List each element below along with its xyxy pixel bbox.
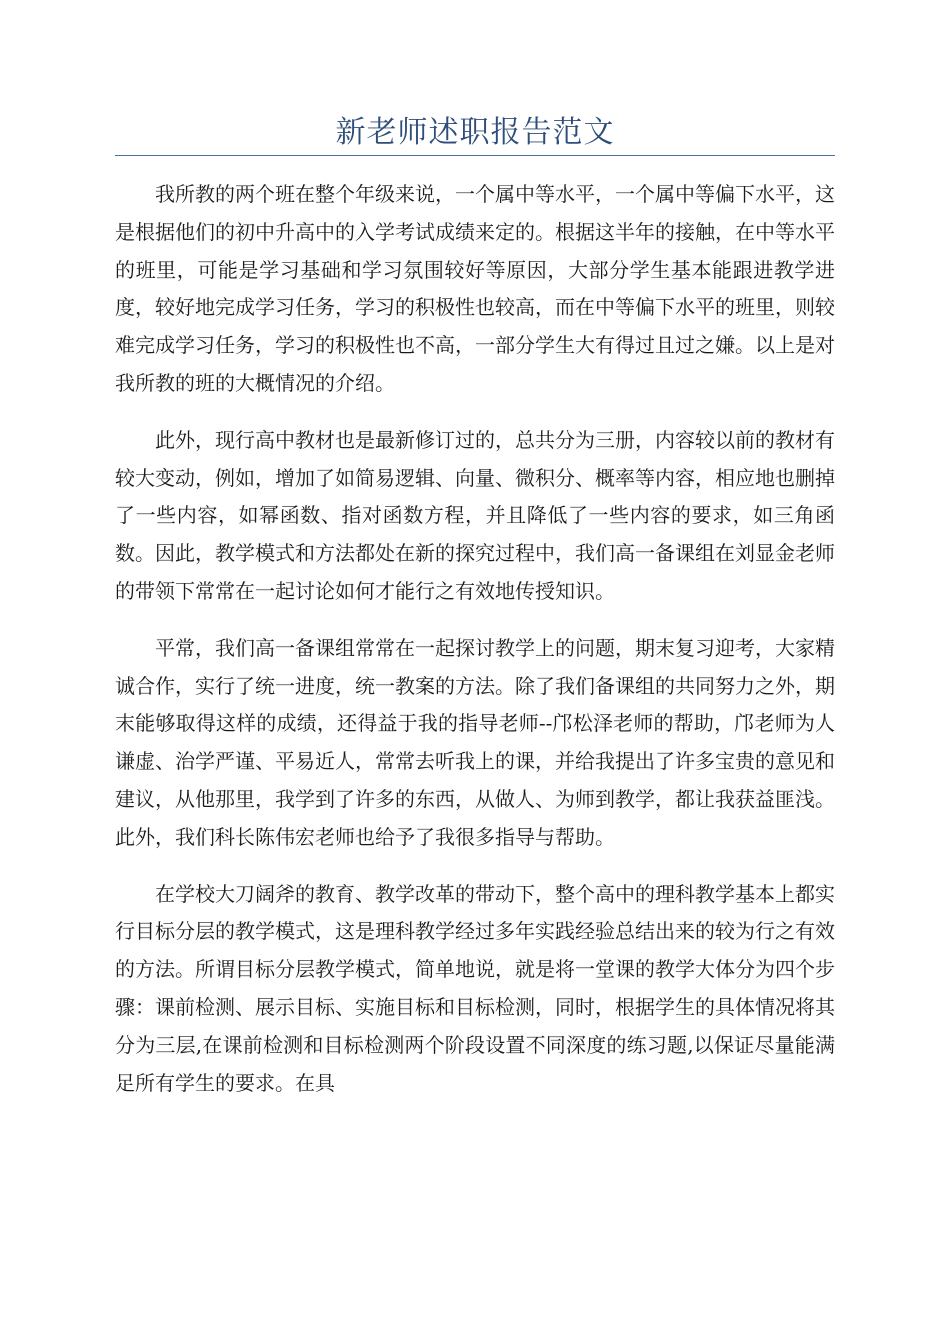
paragraph-1: 我所教的两个班在整个年级来说，一个属中等水平，一个属中等偏下水平，这是根据他们的初中升高中的入学考试成绩来定的。根据这半年的接触，在中等水平的班里，可能是学习基础和学习氛围较好等原因，大部分学生基本能跟进教学进度，较好地完成学习任务，学习的积极性也较高，而在中等偏下水平的班里，则较难完成学习任务，学习的积极性也不高，一部分学生大有得过且过之嫌。以上是对我所教的班的大概情况的介绍。 bbox=[115, 182, 835, 395]
title-underline bbox=[115, 155, 835, 156]
document-title: 新老师述职报告范文 bbox=[335, 115, 615, 150]
paragraph-4: 在学校大刀阔斧的教育、教学改革的带动下，整个高中的理科教学基本上都实行目标分层的教学模式，这是理科教学经过多年实践经验总结出来的较为行之有效的方法。所谓目标分层教学模式，简单地说，就是将一堂课的教学大体分为四个步骤：课前检测、展示目标、实施目标和目标检测，同时，根据学生的具体情况将其分为三层,在课前检测和目标检测两个阶段设置不同深度的练习题,以保证尽量能满足所有学生的要求。在具 bbox=[115, 881, 835, 1095]
paragraph-2: 此外，现行高中教材也是最新修订过的，总共分为三册，内容较以前的教材有较大变动，例如，增加了如简易逻辑、向量、微积分、概率等内容，相应地也删掉了一些内容，如幂函数、指对函数方程，并且降低了一些内容的要求，如三角函数。因此，教学模式和方法都处在新的探究过程中，我们高一备课组在刘显金老师的带领下常常在一起讨论如何才能行之有效地传授知识。 bbox=[115, 427, 835, 603]
document-body bbox=[115, 176, 835, 1121]
paragraph-3: 平常，我们高一备课组常常在一起探讨教学上的问题，期末复习迎考，大家精诚合作，实行了统一进度，统一教案的方法。除了我们备课组的共同努力之外，期末能够取得这样的成绩，还得益于我的指导老师--邝松泽老师的帮助，邝老师为人谦虚、治学严谨、平易近人，常常去听我上的课，并给我提出了许多宝贵的意见和建议，从他那里，我学到了许多的东西，从做人、为师到教学，都让我获益匪浅。此外，我们科长陈伟宏老师也给予了我很多指导与帮助。 bbox=[115, 635, 835, 849]
